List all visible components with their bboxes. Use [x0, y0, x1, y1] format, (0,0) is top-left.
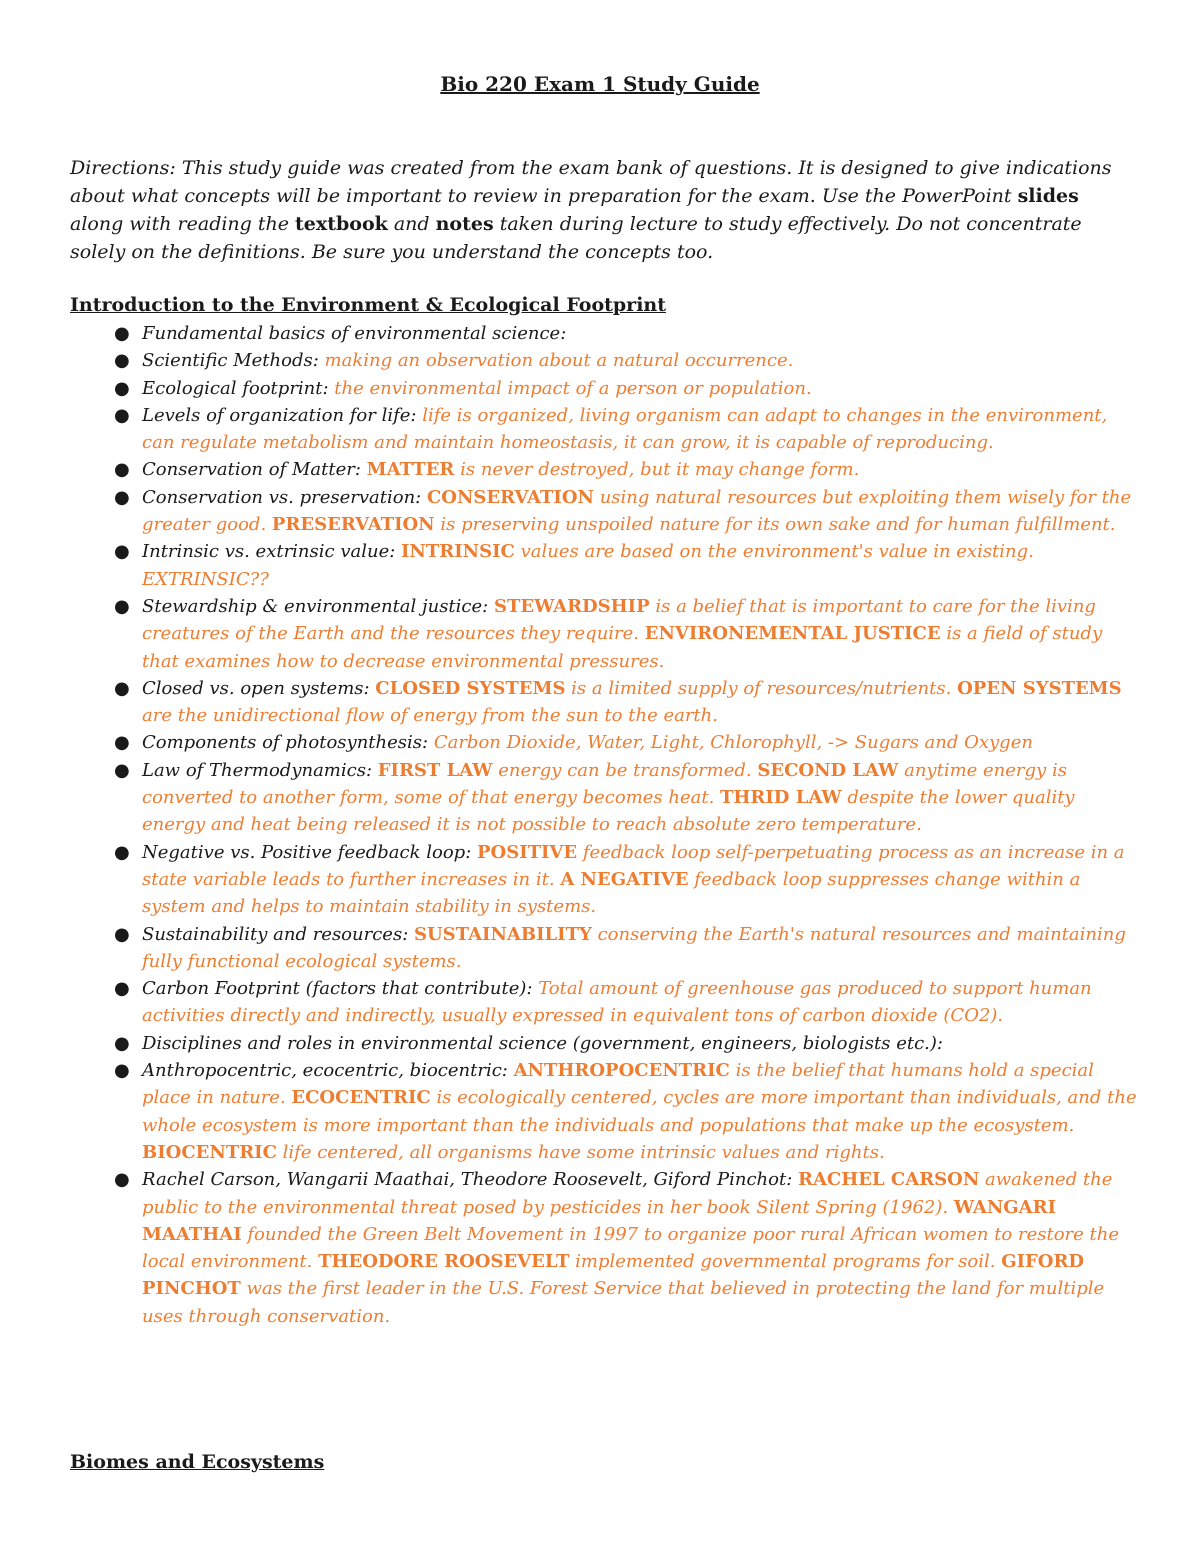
item-term: Levels of organization for life: [142, 404, 423, 426]
item-answer: awakened the public to the environmental threat posed by pesticides in her book Silent Spring (1962). [142, 1169, 1113, 1218]
item-keyword: WANGARI MAATHAI [142, 1196, 1057, 1245]
item-keyword: SECOND LAW [757, 759, 899, 781]
item-answer: life centered, all organisms have some intrinsic values and rights. [276, 1141, 885, 1163]
item-keyword: THRID LAW [720, 787, 842, 809]
directions-text-3: and [387, 213, 436, 235]
item-answer: are the unidirectional flow of energy from the sun to the earth. [142, 705, 718, 727]
item-answer: is a limited supply of resources/nutrients. [565, 677, 958, 699]
item-answer: using natural resources but exploiting them wisely for the greater good. [142, 486, 1132, 536]
item-keyword: INTRINSIC [401, 541, 515, 563]
item-keyword: CONSERVATION [426, 486, 594, 508]
item-keyword: BIOCENTRIC [142, 1141, 277, 1163]
item-keyword: RACHEL CARSON [798, 1169, 980, 1191]
item-keyword: GIFORD PINCHOT [142, 1251, 1085, 1300]
list-item [70, 456, 1140, 483]
item-answer: anytime energy is converted to another form, some of that energy becomes heat. [142, 759, 1067, 809]
bullet-icon: ● [114, 1169, 130, 1191]
item-term: Closed vs. open systems: [142, 677, 376, 699]
list-item [70, 538, 1140, 593]
list-item [70, 729, 1140, 756]
concept-list [70, 320, 1140, 1330]
bullet-icon: ● [114, 377, 130, 399]
item-keyword: FIRST LAW [377, 759, 493, 781]
directions-text-1: Directions: This study guide was created from the exam bank of questions. It is designed to give indications about what concepts will be important to review in preparation for the exam. Use the PowerPoint [70, 157, 1112, 207]
list-item [70, 975, 1140, 1030]
item-term: Components of photosynthesis: [142, 732, 434, 754]
item-answer: was the first leader in the U.S. Forest Service that believed in protecting the land for multiple uses through conservation. [142, 1278, 1105, 1327]
list-item [70, 484, 1140, 539]
directions-text-2: along with reading the [70, 213, 296, 235]
bullet-icon: ● [114, 323, 130, 344]
list-item [70, 921, 1140, 976]
page-title: Bio 220 Exam 1 Study Guide [440, 72, 760, 96]
item-keyword: POSITIVE [476, 841, 578, 863]
item-answer: is a belief that is important to care for the living creatures of the Earth and the resources they require. [142, 595, 1096, 645]
item-keyword: ECOCENTRIC [291, 1087, 431, 1109]
item-term: Fundamental basics of environmental science: [142, 323, 567, 344]
item-answer: the environmental impact of a person or population. [334, 377, 812, 399]
bullet-icon: ● [114, 486, 130, 508]
item-answer: values are based on the environment's value in existing. EXTRINSIC?? [142, 541, 1034, 590]
bullet-icon: ● [114, 595, 130, 617]
item-answer: making an observation about a natural occurrence. [324, 350, 794, 372]
item-answer: life is organized, living organism can adapt to changes in the environment, can regulate metabolism and maintain homeostasis, it can grow, it is capable of reproducing. [142, 404, 1108, 454]
list-item [70, 320, 1140, 347]
item-keyword: MATTER [366, 459, 455, 481]
item-keyword: A NEGATIVE [560, 868, 689, 890]
item-keyword: SUSTAINABILITY [413, 923, 592, 945]
list-item [70, 839, 1140, 921]
item-answer: Total amount of greenhouse gas produced to support human activities directly and indirectly, usually expressed in equivalent tons of carbon dioxide (CO2). [142, 978, 1092, 1027]
list-item [70, 1057, 1140, 1166]
item-keyword: CLOSED SYSTEMS [375, 677, 566, 699]
item-answer: founded the Green Belt Movement in 1997 to organize poor rural African women to restore the local environment. [142, 1223, 1120, 1273]
item-keyword: THEODORE ROOSEVELT [318, 1251, 570, 1273]
item-answer: feedback loop suppresses change within a system and helps to maintain stability in systems. [142, 868, 1081, 918]
item-term: Law of Thermodynamics: [142, 759, 378, 781]
list-item [70, 1166, 1140, 1330]
item-answer: is ecologically centered, cycles are more important than individuals, and the whole ecosystem is more important than the individuals and populations that make up the ecosystem. [142, 1087, 1137, 1136]
section-heading-biomes: Biomes and Ecosystems [70, 1451, 325, 1473]
item-answer: conserving the Earth's natural resources and maintaining fully functional ecological systems. [142, 923, 1126, 972]
list-item [70, 375, 1140, 402]
item-term: Rachel Carson, Wangarii Maathai, Theodore Roosevelt, Giford Pinchot: [142, 1169, 798, 1191]
bullet-icon: ● [114, 404, 130, 426]
bullet-icon: ● [114, 841, 130, 863]
bullet-icon: ● [114, 923, 130, 945]
bullet-icon: ● [114, 459, 130, 481]
item-term: Conservation of Matter: [142, 459, 367, 481]
directions-text-4: taken during lecture to study effectively. Do not concentrate solely on the definitions. Be sure you understand the concepts too. [70, 213, 1082, 263]
bullet-icon: ● [114, 732, 130, 754]
item-keyword: PRESERVATION [271, 514, 435, 536]
item-keyword: STEWARDSHIP [493, 595, 650, 617]
bullet-icon: ● [114, 1032, 130, 1054]
bullet-icon: ● [114, 759, 130, 781]
directions-bold-textbook: textbook [295, 213, 388, 235]
list-item [70, 593, 1140, 675]
item-keyword: ANTHROPOCENTRIC [513, 1060, 730, 1082]
directions-bold-notes: notes [435, 213, 494, 235]
bullet-icon: ● [114, 350, 130, 372]
item-answer: is the belief that humans hold a special place in nature. [142, 1060, 1094, 1109]
item-term: Stewardship & environmental justice: [142, 595, 494, 617]
directions-bold-slides: slides [1017, 185, 1079, 207]
item-term: Conservation vs. preservation: [142, 486, 427, 508]
item-answer: energy can be transformed. [492, 759, 758, 781]
list-item [70, 402, 1140, 457]
list-item [70, 1030, 1140, 1057]
list-item [70, 757, 1140, 839]
item-answer: is never destroyed, but it may change form. [454, 459, 860, 481]
item-term: Sustainability and resources: [142, 923, 414, 945]
bullet-icon: ● [114, 541, 130, 563]
item-answer: feedback loop self-perpetuating process as an increase in a state variable leads to further increases in it. [142, 841, 1125, 890]
item-answer: is a field of study that examines how to decrease environmental pressures. [142, 623, 1103, 672]
item-answer: implemented governmental programs for soil. [569, 1251, 1002, 1273]
item-term: Anthropocentric, ecocentric, biocentric: [142, 1060, 514, 1082]
list-item [70, 347, 1140, 374]
list-item [70, 675, 1140, 730]
bullet-icon: ● [114, 978, 130, 1000]
item-answer: is preserving unspoiled nature for its own sake and for human fulfillment. [434, 514, 1116, 536]
item-term: Negative vs. Positive feedback loop: [142, 841, 477, 863]
item-term: Ecological footprint: [142, 377, 335, 399]
bullet-icon: ● [114, 1060, 130, 1082]
item-keyword: OPEN SYSTEMS [957, 677, 1122, 699]
directions-paragraph [70, 154, 1135, 266]
item-term: Carbon Footprint (factors that contribute): [142, 978, 539, 1000]
item-term: Disciplines and roles in environmental science (government, engineers, biologists etc.): [142, 1032, 943, 1054]
item-term: Scientific Methods: [142, 350, 325, 372]
item-keyword: ENVIRONEMENTAL JUSTICE [644, 623, 941, 645]
item-term: Intrinsic vs. extrinsic value: [142, 541, 402, 563]
bullet-icon: ● [114, 677, 130, 699]
item-answer: despite the lower quality energy and heat being released it is not possible to reach absolute zero temperature. [142, 787, 1075, 836]
section-heading-intro: Introduction to the Environment & Ecological Footprint [70, 294, 667, 316]
item-answer: Carbon Dioxide, Water, Light, Chlorophyll, -> Sugars and Oxygen [433, 732, 1033, 754]
